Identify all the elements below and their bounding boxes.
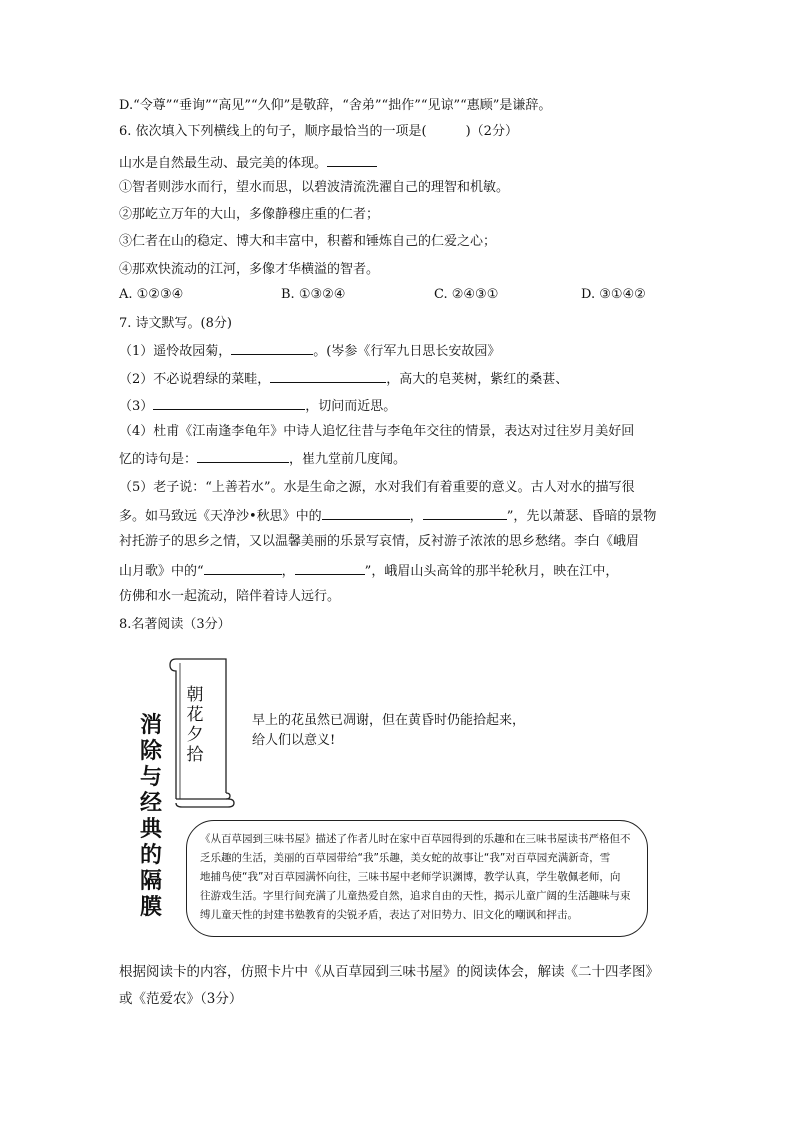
q7-s5-line4 — [119, 560, 618, 582]
q6-lead — [119, 152, 377, 174]
scroll-quote — [252, 711, 552, 751]
q7-s5-l2b: ， — [409, 509, 423, 524]
vertical-title — [137, 713, 165, 921]
card-line: 《从百草园到三味书屋》描述了作者儿时在家中百草园得到的乐趣和在三味书屋读书严格但不 — [200, 833, 631, 845]
q6-options — [119, 287, 679, 307]
q6-item-2: ②那屹立万年的大山，多像静穆庄重的仁者； — [119, 207, 380, 222]
scroll-title-char: 拾 — [186, 745, 204, 765]
q8-stem: 8.名著阅读（3分） — [119, 617, 231, 632]
scroll-title-char: 花 — [186, 705, 204, 725]
q7-s2-blank[interactable] — [270, 368, 386, 383]
q7-s5-line3: 衬托游子的思乡之情，又以温馨美丽的乐景写哀情，反衬游子浓浓的思乡愁绪。李白《峨眉 — [119, 534, 640, 549]
q7-s2 — [119, 368, 568, 390]
q7-s4-line2 — [119, 448, 406, 470]
q7-s3-blank[interactable] — [153, 395, 305, 410]
q7-s1 — [119, 340, 500, 362]
scroll-title-char: 朝 — [186, 685, 204, 705]
q7-s1-blank[interactable] — [231, 340, 313, 355]
card-line: 地捕鸟使“我”对百草园满怀向往，三味书屋中老师学识渊博，教学认真，学生敬佩老师，向 — [200, 871, 621, 883]
q7-s5-blank-3[interactable] — [204, 560, 282, 575]
q7-s5-line5: 仿佛和水一起流动，陪伴着诗人远行。 — [119, 589, 341, 604]
q6-option-d[interactable]: D. ③①④② — [581, 287, 646, 302]
quote-line-2: 给人们以意义! — [252, 733, 336, 748]
scroll-title — [184, 685, 206, 765]
q7-s4-line1: （4）杜甫《江南逢李龟年》中诗人追忆往昔与李龟年交往的情景，表达对过往岁月美好回 — [119, 424, 635, 439]
vertical-title-char: 隔 — [139, 869, 162, 894]
vertical-title-char: 除 — [139, 739, 162, 764]
vertical-title-char: 典 — [139, 817, 162, 842]
vertical-title-char: 膜 — [139, 895, 162, 920]
q7-s1-a: （1）遥怜故园菊， — [119, 344, 232, 359]
q6-lead-text: 山水是自然最生动、最完美的体现。 — [119, 156, 328, 171]
reading-card-text — [200, 830, 640, 925]
q7-s3-b: ，切问而近思。 — [305, 399, 397, 414]
q7-stem: 7. 诗文默写。(8分) — [119, 316, 232, 331]
q7-s3-a: （3） — [119, 399, 154, 414]
card-line: 乏乐趣的生活，美丽的百草园带给“我”乐趣，美女蛇的故事让“我”对百草园充满新奇，雪 — [200, 852, 611, 864]
q6-item-4: ④那欢快流动的江河，多像才华横溢的智者。 — [119, 262, 380, 277]
q6-stem: 6. 依次填入下列横线上的句子，顺序最恰当的一项是( )（2分） — [119, 124, 518, 139]
q6-option-b[interactable]: B. ①③②④ — [281, 287, 346, 302]
vertical-title-char: 消 — [139, 713, 162, 738]
vertical-title-char: 经 — [139, 791, 162, 816]
q7-s4-blank[interactable] — [197, 448, 289, 463]
q7-s5-line1: （5）老子说：“上善若水”。水是生命之源，水对我们有着重要的意义。古人对水的描写很 — [119, 480, 635, 495]
q6-option-a[interactable]: A. ①②③④ — [119, 287, 184, 302]
card-line: 往游戏生活。字里行间充满了儿童热爱自然，追求自由的天性，揭示儿童广阔的生活趣味与束 — [200, 890, 631, 902]
q7-s5-l4c: ”，峨眉山头高耸的那半轮秋月，映在江中， — [364, 564, 619, 579]
vertical-title-char: 与 — [139, 765, 162, 790]
q6-item-1: ①智者则涉水而行，望水而思，以碧波清流洗濯自己的理智和机敏。 — [119, 180, 510, 195]
q7-s4-l2b: ，崔九堂前几度闻。 — [289, 452, 407, 467]
q7-s5-l4b: ， — [281, 564, 295, 579]
q5-option-d: D.“令尊”“垂询”“高见”“久仰”是敬辞，“舍弟”“拙作”“见谅”“惠顾”是谦辞。 — [119, 98, 552, 113]
card-line: 缚儿童天性的封建书塾教育的尖锐矛盾，表达了对旧势力、旧文化的嘲讽和抨击。 — [200, 909, 578, 921]
q6-option-c[interactable]: C. ②④③① — [434, 287, 499, 302]
quote-line-1: 早上的花虽然已凋谢，但在黄昏时仍能拾起来， — [252, 713, 526, 728]
q8-task-line1: 根据阅读卡的内容，仿照卡片中《从百草园到三味书屋》的阅读体会，解读《二十四孝图》 — [119, 964, 659, 980]
q7-s1-b: 。(岑参《行军九日思长安故园》 — [313, 344, 501, 359]
q7-s5-blank-4[interactable] — [295, 560, 365, 575]
q7-s5-l4a: 山月歌》中的“ — [119, 564, 204, 579]
vertical-title-char: 的 — [139, 843, 162, 868]
q7-s5-blank-2[interactable] — [423, 505, 507, 520]
q6-answer-blank[interactable] — [327, 152, 377, 167]
q7-s5-l2a: 多。如马致远《天净沙•秋思》中的 — [119, 509, 322, 524]
scroll-title-char: 夕 — [186, 725, 204, 745]
q7-s5-l2c: ”，先以萧瑟、昏暗的景物 — [506, 509, 657, 524]
q7-s3 — [119, 395, 396, 417]
q7-s2-a: （2）不必说碧绿的菜畦， — [119, 372, 271, 387]
q7-s5-line2 — [119, 505, 656, 527]
q6-item-3: ③仁者在山的稳定、博大和丰富中，积蓄和锤炼自己的仁爱之心； — [119, 234, 497, 249]
q7-s2-b: ，高大的皂荚树，紫红的桑葚、 — [386, 372, 569, 387]
q7-s4-l2a: 忆的诗句是： — [119, 452, 198, 467]
q8-task-line2: 或《范爱农》（3分） — [119, 991, 243, 1007]
q7-s5-blank-1[interactable] — [322, 505, 410, 520]
